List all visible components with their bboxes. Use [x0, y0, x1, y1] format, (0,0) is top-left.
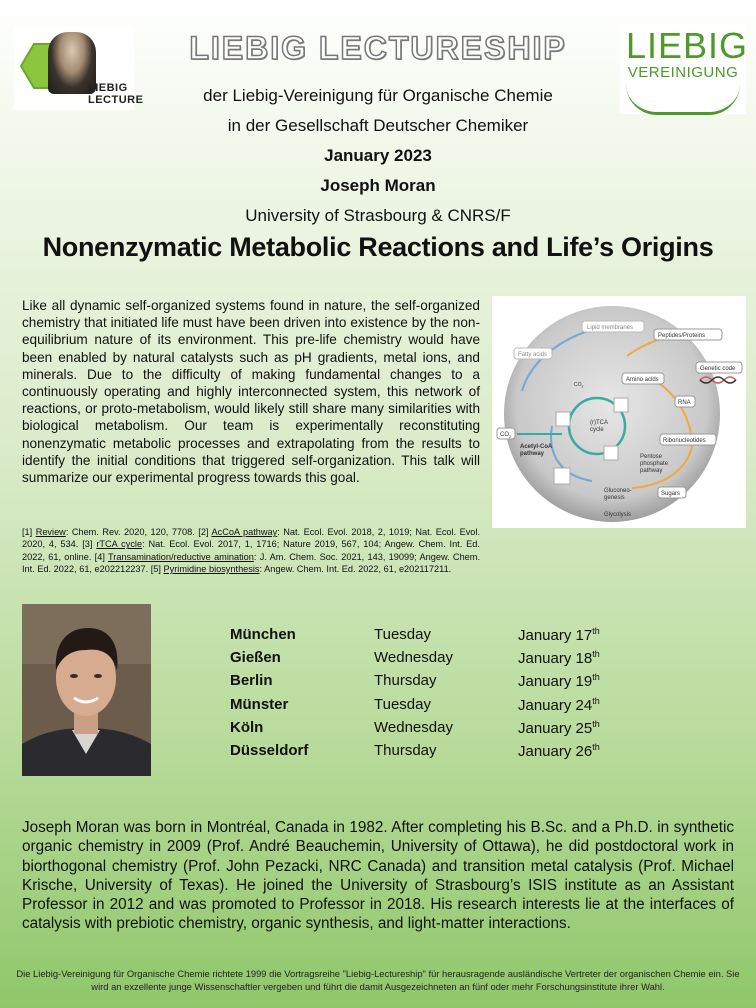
schedule-day: Tuesday	[374, 626, 431, 643]
date-suffix: th	[592, 672, 600, 683]
schedule-date	[518, 742, 600, 760]
liebig-vereinigung-logo	[620, 24, 749, 114]
schedule-day: Wednesday	[374, 718, 453, 736]
label-co2	[500, 432, 512, 439]
rtca-line: cycle	[590, 427, 604, 433]
schedule-day: Tuesday	[374, 695, 431, 713]
molecule-box	[554, 468, 570, 484]
co2-subscript: 2	[509, 434, 512, 439]
ref-label: Pyrimidine biosynthesis	[163, 563, 260, 574]
ref-text: : Angew. Chem. Int. Ed. 2022, 61, e202117211.	[259, 563, 452, 574]
gluco-line: genesis	[604, 495, 625, 501]
label-amino-acids: Amino acids	[626, 377, 659, 383]
organization-line-1: der Liebig-Vereinigung für Organische Chemie	[203, 86, 553, 105]
date-suffix: th	[592, 649, 600, 660]
ref-text: : Chem. Rev. 2020, 120, 7708.	[65, 527, 199, 537]
schedule-row	[230, 626, 630, 649]
schedule-city: München	[230, 626, 296, 643]
date-suffix: th	[592, 741, 600, 752]
co2-subscript: 2	[581, 384, 584, 389]
gluco-line: Gluconeo-	[604, 488, 632, 494]
schedule-row	[230, 696, 630, 719]
molecule-box	[556, 412, 570, 426]
rtca-line: (r)TCA	[590, 420, 608, 426]
ref-number: [5]	[150, 563, 161, 574]
vereinigung-logo-big: LIEBIG	[626, 25, 749, 66]
date-text: January 18	[518, 650, 593, 668]
date-suffix: th	[592, 626, 600, 636]
ref-number: [2]	[198, 527, 209, 537]
schedule-date	[518, 696, 600, 714]
date-text: January 26	[518, 742, 593, 760]
schedule-city: Münster	[230, 695, 289, 713]
ref-number: [3]	[82, 539, 93, 550]
date-text: January 24	[518, 696, 593, 714]
logo-arc	[626, 84, 740, 115]
pentose-line: phosphate	[640, 461, 669, 467]
organization-line-2: in der Gesellschaft Deutscher Chemiker	[227, 116, 529, 135]
label-peptides-proteins: Peptides/Proteins	[658, 333, 706, 339]
vereinigung-logo-small: VEREINIGUNG	[627, 64, 739, 81]
metabolism-diagram	[492, 296, 746, 528]
schedule-day: Thursday	[374, 741, 437, 759]
schedule-city: Gießen	[230, 649, 281, 667]
ref-text: : J. Am. Chem. Soc. 2021, 143, 19099; Angew. Chem. Int. Ed. 2022, 61, e202212237.	[22, 551, 480, 574]
label-glycolysis: Glycolysis	[604, 512, 632, 518]
label-fatty-acids: Fatty acids	[518, 352, 548, 358]
lectureship-title: LIEBIG LECTURESHIP	[189, 30, 567, 66]
ref-number: [1]	[22, 527, 33, 537]
label-lipid-membranes: Lipid membranes	[587, 325, 634, 331]
schedule-date	[518, 626, 600, 644]
speaker-photo	[22, 604, 151, 776]
co2-text: CO	[500, 432, 509, 438]
date-suffix: th	[592, 695, 600, 706]
lecture-schedule	[230, 626, 630, 765]
speaker-biography: Joseph Moran was born in Montréal, Canada in 1982. After completing his B.Sc. and a Ph.D. in synthetic organic chemistry in 2009 (Prof. André Beauchemin, University of Ottawa), he did postdoctoral work in biorthogonal chemistry (Prof. John Pezacki, NRC Canada) and transition metal catalysis (Prof. Michael Krische, University of Texas). He joined the University of Strasbourg’s ISIS institute as an Assistant Professor in 2012 and was promoted to Professor in 2018. His research interests lie at the interfaces of catalysis with prebiotic chemistry, organic synthesis, and light-matter interactions.	[22, 819, 734, 933]
lecture-logo-text	[88, 82, 143, 106]
ref-label: rTCA cycle	[96, 539, 143, 550]
lecture-logo-line1: LIEBIG	[88, 82, 128, 94]
acetyl-line: pathway	[520, 451, 545, 457]
ref-number: [4]	[94, 551, 105, 562]
schedule-city: Köln	[230, 718, 264, 736]
schedule-day: Thursday	[374, 672, 437, 690]
schedule-day: Wednesday	[374, 649, 453, 667]
molecule-box	[614, 398, 628, 412]
label-genetic-code: Genetic code	[700, 366, 736, 372]
schedule-row	[230, 649, 630, 672]
speaker-name: Joseph Moran	[320, 176, 436, 195]
acetyl-line: Acetyl-CoA	[520, 444, 553, 450]
schedule-city: Berlin	[230, 672, 273, 690]
label-sugars: Sugars	[661, 491, 681, 497]
co2-text: CO	[574, 382, 582, 388]
ref-label: Review	[35, 527, 66, 537]
talk-title: Nonenzymatic Metabolic Reactions and Life’s Origins	[42, 232, 714, 262]
schedule-date	[518, 649, 600, 667]
schedule-city: Düsseldorf	[230, 741, 309, 759]
speaker-affiliation: University of Strasbourg & CNRS/F	[245, 206, 511, 225]
ref-text: : Nat. Ecol. Evol. 2017, 1, 1716; Nature 2019, 567, 104; Angew. Chem. Int. Ed. 2022, 61, online.	[22, 539, 480, 562]
references	[22, 526, 480, 575]
lecture-date: January 2023	[324, 146, 432, 165]
pentose-line: pathway	[640, 468, 663, 474]
ref-label: Transamination/reductive amination	[107, 551, 254, 562]
ref-label: AcCoA pathway	[211, 527, 278, 537]
liebig-lecture-logo	[14, 28, 144, 110]
lecture-logo-line2: LECTURE	[88, 94, 144, 106]
label-ribonucleotides: Ribonucleotides	[663, 438, 706, 444]
date-text: January 17	[518, 627, 593, 644]
date-suffix: th	[592, 718, 600, 729]
abstract: Like all dynamic self-organized systems found in nature, the self-organized chemistry that initiated life must have been driven into existence by the non-equilibrium nature of its environment. This pre-life chemistry would have been enabled by natural catalysts such as pH gradients, metal ions, and minerals. Due to the difficulty of making fundamental changes to a continuously operating and highly interconnected system, this network of reactions, or proto-metabolism, would likely still share many similarities with biological metabolism. Our team is experimentally reconstituting nonenzymatic metabolic processes and extrapolating from the results to identify the initial conditions that triggered self-organization. This talk will summarize our experimental progress towards this goal.	[22, 298, 480, 486]
schedule-row	[230, 672, 630, 695]
ref-text: : Nat. Ecol. Evol. 2018, 2, 1019; Nat. Ecol. Evol. 2020, 4, 534.	[22, 527, 481, 550]
label-rna: RNA	[678, 400, 691, 406]
pentose-line: Pentose	[640, 454, 663, 460]
date-text: January 19	[518, 673, 593, 691]
schedule-date	[518, 719, 600, 737]
molecule-box	[604, 446, 618, 460]
schedule-row	[230, 742, 630, 765]
date-text: January 25	[518, 719, 593, 737]
schedule-row	[230, 719, 630, 742]
footer-note: Die Liebig-Vereinigung für Organische Chemie richtete 1999 die Vortragsreihe "Liebig-Lectureship" für herausragende ausländische Vertreter der organischen Chemie ein. Sie wird an exzellente junge Wissenschaftler vergeben und führt die damit Ausgezeichneten an fünf oder mehr Forschungsinstitute ihrer Wahl.	[16, 968, 740, 992]
schedule-date	[518, 672, 600, 690]
